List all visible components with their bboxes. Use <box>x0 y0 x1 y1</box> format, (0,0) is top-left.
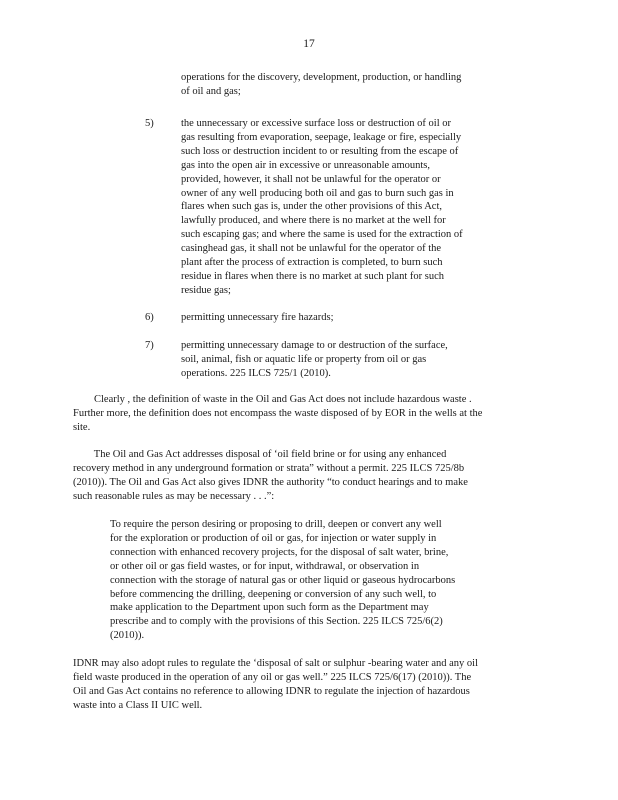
paragraph <box>73 448 543 504</box>
text-line: gas into the open air in excessive or unreasonable amounts, <box>181 159 431 171</box>
list-item-number: 7) <box>145 340 154 351</box>
text-line: flares when such gas is, under the other provisions of this Act, <box>181 201 442 213</box>
text-line: provided, however, it shall not be unlawful for the operator or <box>181 173 441 185</box>
list-item-number: 5) <box>145 118 154 129</box>
text-line: of oil and gas; <box>181 85 241 97</box>
text-line: IDNR may also adopt rules to regulate the ‘disposal of salt or sulphur -bearing water and any oil <box>73 658 479 669</box>
text-line: such escaping gas; and where the same is used for the extraction of <box>181 229 463 241</box>
text-line: permitting unnecessary fire hazards; <box>181 312 334 323</box>
list-item-text <box>181 311 511 325</box>
text-line: soil, animal, fish or aquatic life or property from oil or gas <box>181 353 427 365</box>
text-line: gas resulting from evaporation, seepage, leakage or fire, especially <box>181 131 462 143</box>
text-line: residue in flares when there is no market at such plant for such <box>181 270 444 282</box>
text-line: operations. 225 ILCS 725/1 (2010). <box>181 367 331 379</box>
text-line: site. <box>73 421 91 433</box>
text-line: owner of any well producing both oil and gas to burn such gas in <box>181 187 454 199</box>
text-line: operations for the discovery, development, production, or handling <box>181 72 462 83</box>
text-line: connection with enhanced recovery projects, for the disposal of salt water, brine, <box>110 546 449 558</box>
text-line: The Oil and Gas Act addresses disposal of ‘oil field brine or for using any enhanced <box>73 449 447 460</box>
text-line: prescribe and to comply with the provisions of this Section. 225 ILCS 725/6(2) <box>110 616 443 628</box>
text-line: (2010)). <box>110 630 145 642</box>
text-line: (2010)). The Oil and Gas Act also gives IDNR the authority “to conduct hearings and to make <box>73 476 468 488</box>
page-number: 17 <box>303 38 315 50</box>
text-line: or other oil or gas field wastes, or for input, withdrawal, or observation in <box>110 560 420 572</box>
list-item-number: 6) <box>145 312 154 323</box>
text-line: before commencing the drilling, deepening or conversion of any such well, to <box>110 588 437 600</box>
continuation-text <box>181 71 511 99</box>
text-line: such loss or destruction incident to or resulting from the escape of <box>181 145 459 157</box>
paragraph <box>73 393 543 435</box>
text-line: waste into a Class II UIC well. <box>73 699 203 711</box>
text-line: lawfully produced, and where there is no market at the well for <box>181 215 446 227</box>
text-line: Oil and Gas Act contains no reference to allowing IDNR to regulate the injection of hazardous <box>73 685 470 697</box>
text-line: make application to the Department upon such form as the Department may <box>110 602 429 614</box>
text-line: permitting unnecessary damage to or destruction of the surface, <box>181 340 448 351</box>
text-line: casinghead gas, it shall not be unlawful for the operator of the <box>181 243 442 255</box>
text-line: field waste produced in the operation of any oil or gas well.” 225 ILCS 725/6(17) (2010)). The <box>73 671 472 683</box>
text-line: the unnecessary or excessive surface loss or destruction of oil or <box>181 118 451 129</box>
text-line: such reasonable rules as may be necessary . . .”: <box>73 490 275 502</box>
text-line: Further more, the definition does not encompass the waste disposed of by EOR in the wells at the <box>73 407 483 419</box>
text-line: recovery method in any underground formation or strata” without a permit. 225 ILCS 725/8b <box>73 462 465 474</box>
text-line: plant after the process of extraction is completed, to burn such <box>181 257 443 269</box>
list-item-text <box>181 117 511 298</box>
paragraph <box>73 657 543 713</box>
text-line: residue gas; <box>181 284 231 296</box>
text-line: To require the person desiring or proposing to drill, deepen or convert any well <box>110 519 442 530</box>
text-line: for the exploration or production of oil or gas, for injection or water supply in <box>110 532 437 544</box>
text-line: connection with the storage of natural gas or other liquid or gaseous hydrocarbons <box>110 574 456 586</box>
list-item-text <box>181 339 511 381</box>
block-quote <box>110 518 510 643</box>
text-line: Clearly , the definition of waste in the Oil and Gas Act does not include hazardous waste . <box>73 394 472 405</box>
